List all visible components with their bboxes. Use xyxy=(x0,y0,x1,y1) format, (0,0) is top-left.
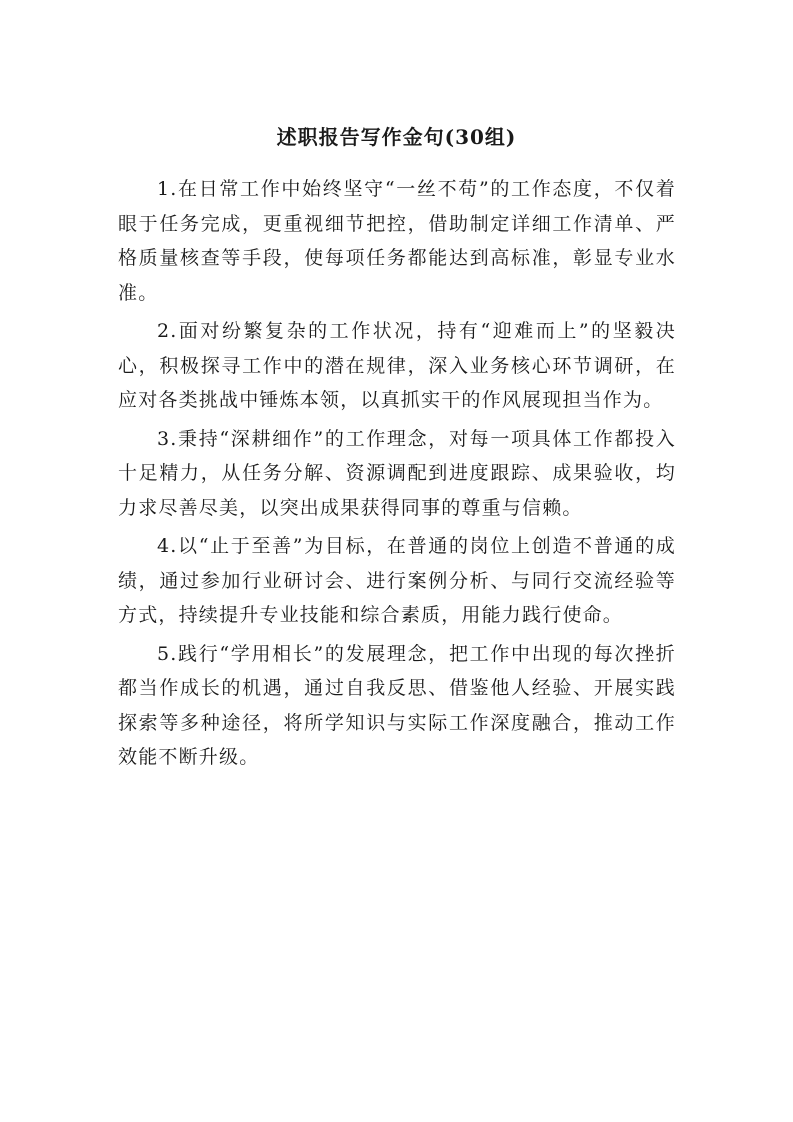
document-body xyxy=(118,172,676,779)
paragraph-3: 3.秉持“深耕细作”的工作理念，对每一项具体工作都投入十足精力，从任务分解、资源调配到进度跟踪、成果验收，均力求尽善尽美，以突出成果获得同事的尊重与信赖。 xyxy=(118,427,676,519)
paragraph-1: 1.在日常工作中始终坚守“一丝不苟”的工作态度，不仅着眼于任务完成，更重视细节把控，借助制定详细工作清单、严格质量核查等手段，使每项任务都能达到高标准，彰显专业水准。 xyxy=(118,178,676,304)
paragraph-2: 2.面对纷繁复杂的工作状况，持有“迎难而上”的坚毅决心，积极探寻工作中的潜在规律，深入业务核心环节调研，在应对各类挑战中锤炼本领，以真抓实干的作风展现担当作为。 xyxy=(118,320,676,411)
paragraph-4: 4.以“止于至善”为目标，在普通的岗位上创造不普通的成绩，通过参加行业研讨会、进行案例分析、与同行交流经验等方式，持续提升专业技能和综合素质，用能力践行使命。 xyxy=(118,535,676,626)
paragraph-5: 5.践行“学用相长”的发展理念，把工作中出现的每次挫折都当作成长的机遇，通过自我反思、借鉴他人经验、开展实践探索等多种途径，将所学知识与实际工作深度融合，推动工作效能不断升级。 xyxy=(118,642,676,768)
page-title: 述职报告写作金句(30组) xyxy=(276,125,517,149)
